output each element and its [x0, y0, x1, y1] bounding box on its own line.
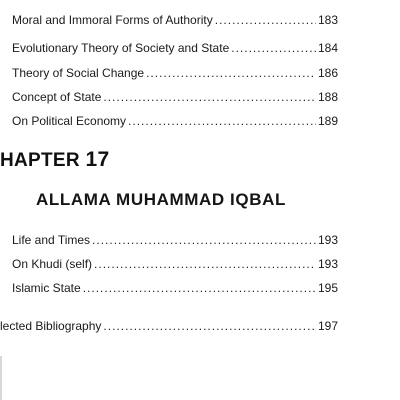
toc-entry-title: On Khudi (self) [12, 257, 93, 271]
toc-entry-concept-of-state [12, 90, 338, 104]
chapter-number: 17 [85, 148, 110, 171]
toc-entry-page: 193 [317, 233, 338, 247]
chapter-title: ALLAMA MUHAMMAD IQBAL [36, 190, 286, 209]
toc-entry-islamic-state [12, 281, 338, 295]
toc-entry-bibliography [0, 319, 338, 333]
toc-entry-title: On Political Economy [12, 114, 127, 128]
toc-leader-dots [103, 319, 316, 333]
chapter-label: HAPTER [0, 150, 80, 171]
toc-leader-dots [83, 281, 316, 295]
toc-entry-title: lected Bibliography [0, 319, 102, 333]
toc-entry-life-and-times [12, 233, 338, 247]
toc-leader-dots [215, 13, 316, 27]
toc-leader-dots [103, 90, 316, 104]
toc-entry-political-economy [12, 114, 338, 128]
toc-entry-page: 184 [317, 41, 338, 55]
toc-entry-title: Theory of Social Change [12, 66, 145, 80]
toc-leader-dots [94, 257, 316, 271]
page-edge-divider [0, 356, 2, 400]
toc-leader-dots [146, 66, 316, 80]
chapter-heading [0, 148, 109, 172]
toc-entry-page: 188 [317, 90, 338, 104]
toc-leader-dots [128, 114, 316, 128]
toc-entry-title: Islamic State [12, 281, 81, 295]
toc-entry-social-change [12, 66, 338, 80]
toc-entry-page: 186 [317, 66, 338, 80]
toc-leader-dots [231, 41, 316, 55]
toc-entry-title: Concept of State [12, 90, 102, 104]
toc-entry-evolutionary-theory [12, 41, 338, 55]
toc-entry-page: 189 [317, 114, 338, 128]
toc-entry-page: 197 [317, 319, 338, 333]
toc-leader-dots [92, 233, 316, 247]
toc-entry-page: 183 [317, 13, 338, 27]
toc-entry-title: Life and Times [12, 233, 91, 247]
toc-entry-moral-authority [12, 13, 338, 27]
toc-entry-page: 195 [317, 281, 338, 295]
toc-entry-title: Moral and Immoral Forms of Authority [12, 13, 213, 27]
toc-entry-title: Evolutionary Theory of Society and State [12, 41, 230, 55]
toc-entry-page: 193 [317, 257, 338, 271]
toc-entry-on-khudi [12, 257, 338, 271]
